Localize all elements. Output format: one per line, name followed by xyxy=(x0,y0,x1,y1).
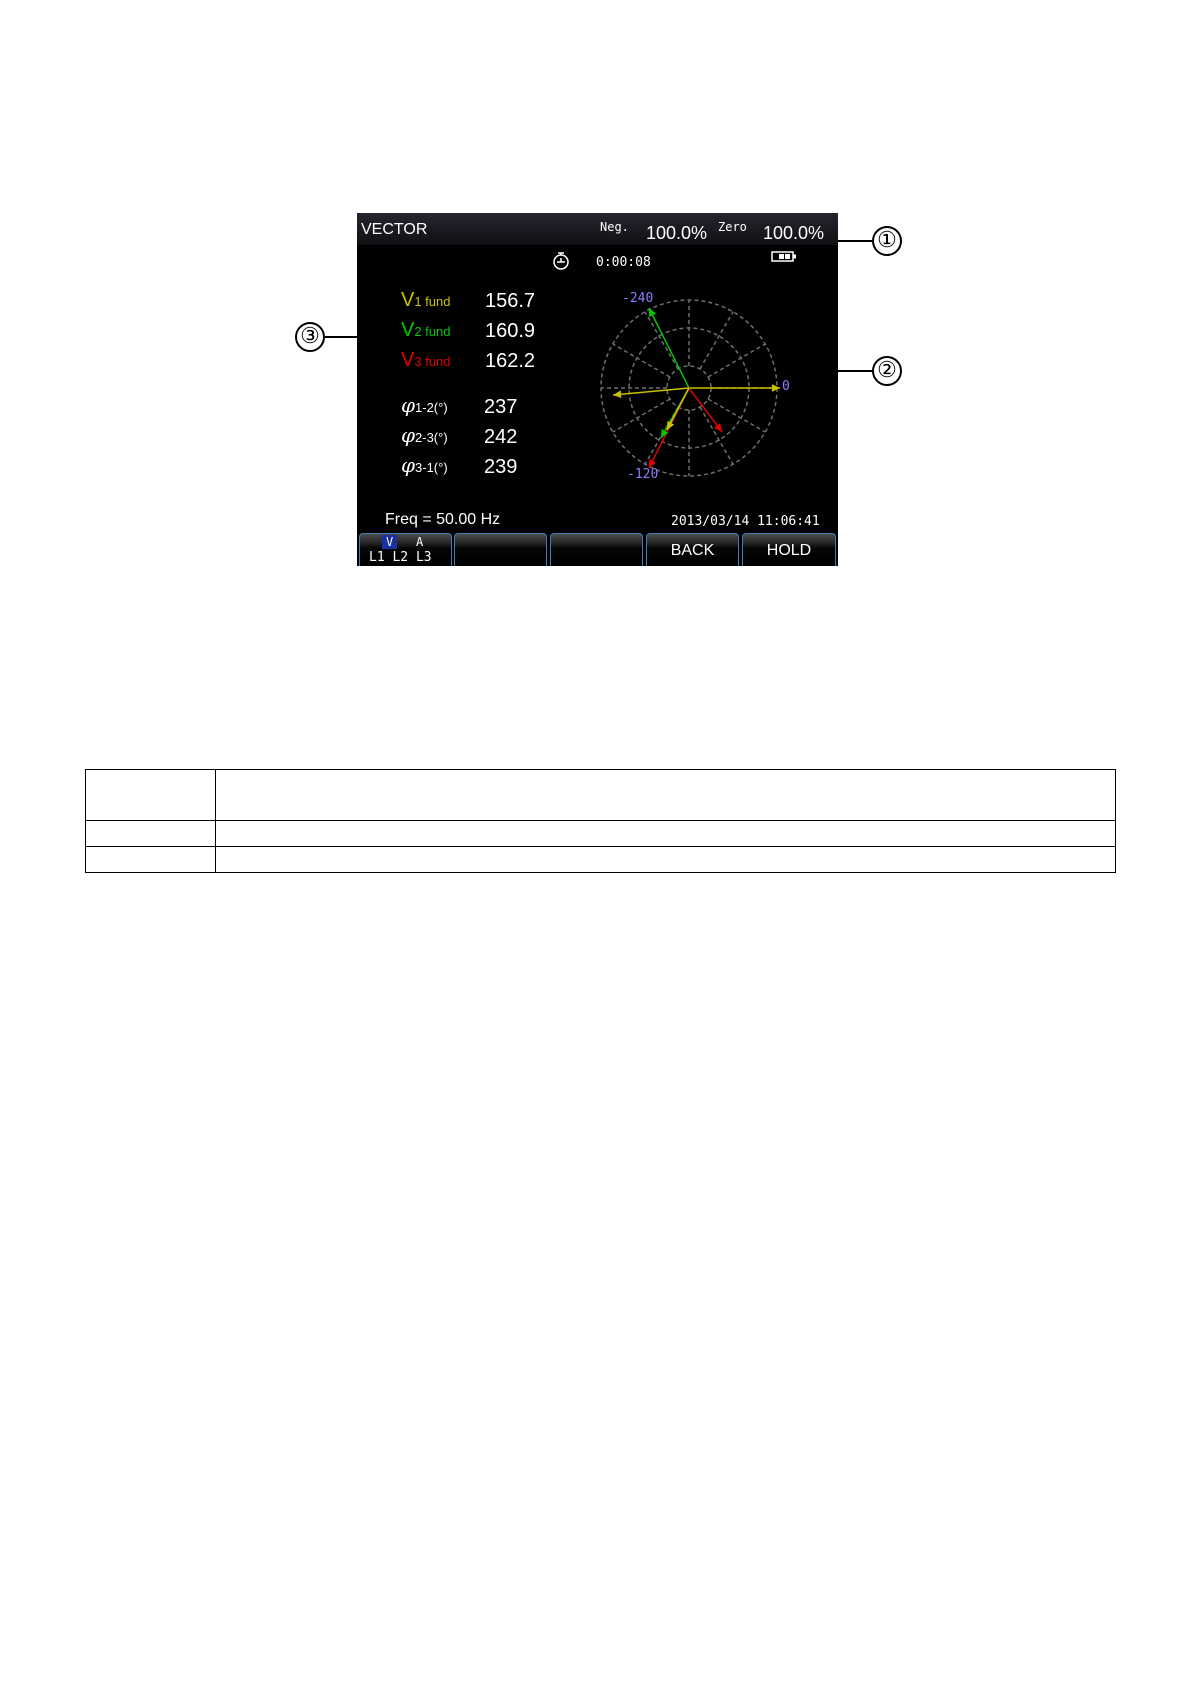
phase-symbol: φ xyxy=(401,393,416,417)
softkey-3[interactable] xyxy=(550,533,643,566)
softkey-label: HOLD xyxy=(766,542,812,559)
callout-line-2 xyxy=(838,370,872,372)
table-cell xyxy=(216,821,1116,847)
table-cell xyxy=(86,821,216,847)
i1-phasor xyxy=(613,388,689,398)
table-row xyxy=(86,847,1116,873)
vector-diagram xyxy=(577,278,817,508)
table-cell xyxy=(216,847,1116,873)
voltage-subscript: 2 fund xyxy=(414,324,451,339)
phase-select-labels: L1 L2 L3 xyxy=(369,550,432,565)
phase-row xyxy=(401,393,448,417)
phase-row xyxy=(401,423,448,447)
phase-symbol: φ xyxy=(401,453,416,477)
description-table xyxy=(85,769,1116,873)
table-cell xyxy=(216,770,1116,821)
voltage-label: V xyxy=(401,349,415,371)
voltage-subscript: 1 fund xyxy=(414,294,451,309)
grid-spoke xyxy=(700,407,733,464)
neg-label: Neg. xyxy=(600,220,629,234)
grid-spoke xyxy=(613,399,670,432)
grid-spoke xyxy=(613,344,670,377)
i1-phasor-head xyxy=(613,390,621,398)
phase-value: 237 xyxy=(484,396,518,418)
frequency-readout: Freq = 50.00 Hz xyxy=(385,511,501,528)
phase-row xyxy=(401,453,448,477)
vector-label-right: 0 xyxy=(782,379,790,394)
softkey-label: BACK xyxy=(670,542,715,559)
phase-subscript: 3-1(°) xyxy=(415,460,448,475)
callout-line-3 xyxy=(325,336,357,338)
voltage-subscript: 3 fund xyxy=(414,354,451,369)
elapsed-time: 0:00:08 xyxy=(596,255,651,270)
voltage-label: V xyxy=(401,289,415,311)
phase-symbol: φ xyxy=(401,423,416,447)
v1-phasor xyxy=(689,384,780,392)
grid-spoke xyxy=(645,312,678,369)
battery-icon xyxy=(771,251,797,263)
screen-title: VECTOR xyxy=(361,221,428,238)
phase-subscript: 2-3(°) xyxy=(415,430,448,445)
phase-value: 242 xyxy=(484,426,518,448)
back-softkey[interactable] xyxy=(646,533,739,566)
i3-phasor-head xyxy=(714,423,722,432)
callout-marker-1: ① xyxy=(872,226,902,256)
channel-select-softkey[interactable] xyxy=(359,533,452,566)
voltage-row xyxy=(401,289,451,319)
table-cell xyxy=(86,847,216,873)
table-row xyxy=(86,821,1116,847)
voltage-value: 160.9 xyxy=(485,320,536,342)
phase-subscript: 1-2(°) xyxy=(415,400,448,415)
voltage-value: 162.2 xyxy=(485,350,536,372)
table-cell xyxy=(86,770,216,821)
stopwatch-icon xyxy=(552,251,570,271)
neg-value: 100.0% xyxy=(646,223,708,243)
callout-line-1 xyxy=(838,240,872,242)
voltage-mode-tag: V xyxy=(382,535,397,549)
v1-phasor-head xyxy=(772,384,780,392)
vector-label-top: -240 xyxy=(622,291,654,306)
voltage-row xyxy=(401,319,451,349)
hold-softkey[interactable] xyxy=(742,533,836,566)
zero-value: 100.0% xyxy=(763,223,825,243)
voltage-value: 156.7 xyxy=(485,290,536,312)
voltage-row xyxy=(401,349,451,379)
device-screen xyxy=(357,213,838,566)
grid-spoke xyxy=(708,344,765,377)
datetime-readout: 2013/03/14 11:06:41 xyxy=(671,514,820,529)
i1-phasor-shaft xyxy=(613,388,689,395)
callout-marker-3: ③ xyxy=(295,322,325,352)
table-row xyxy=(86,770,1116,821)
softkey-2[interactable] xyxy=(454,533,547,566)
phase-value: 239 xyxy=(484,456,518,478)
grid-spoke xyxy=(700,312,733,369)
callout-marker-2: ② xyxy=(872,356,902,386)
current-mode-tag: A xyxy=(416,535,424,549)
zero-label: Zero xyxy=(718,220,747,234)
vector-label-bottom: -120 xyxy=(627,467,659,482)
voltage-label: V xyxy=(401,319,415,341)
